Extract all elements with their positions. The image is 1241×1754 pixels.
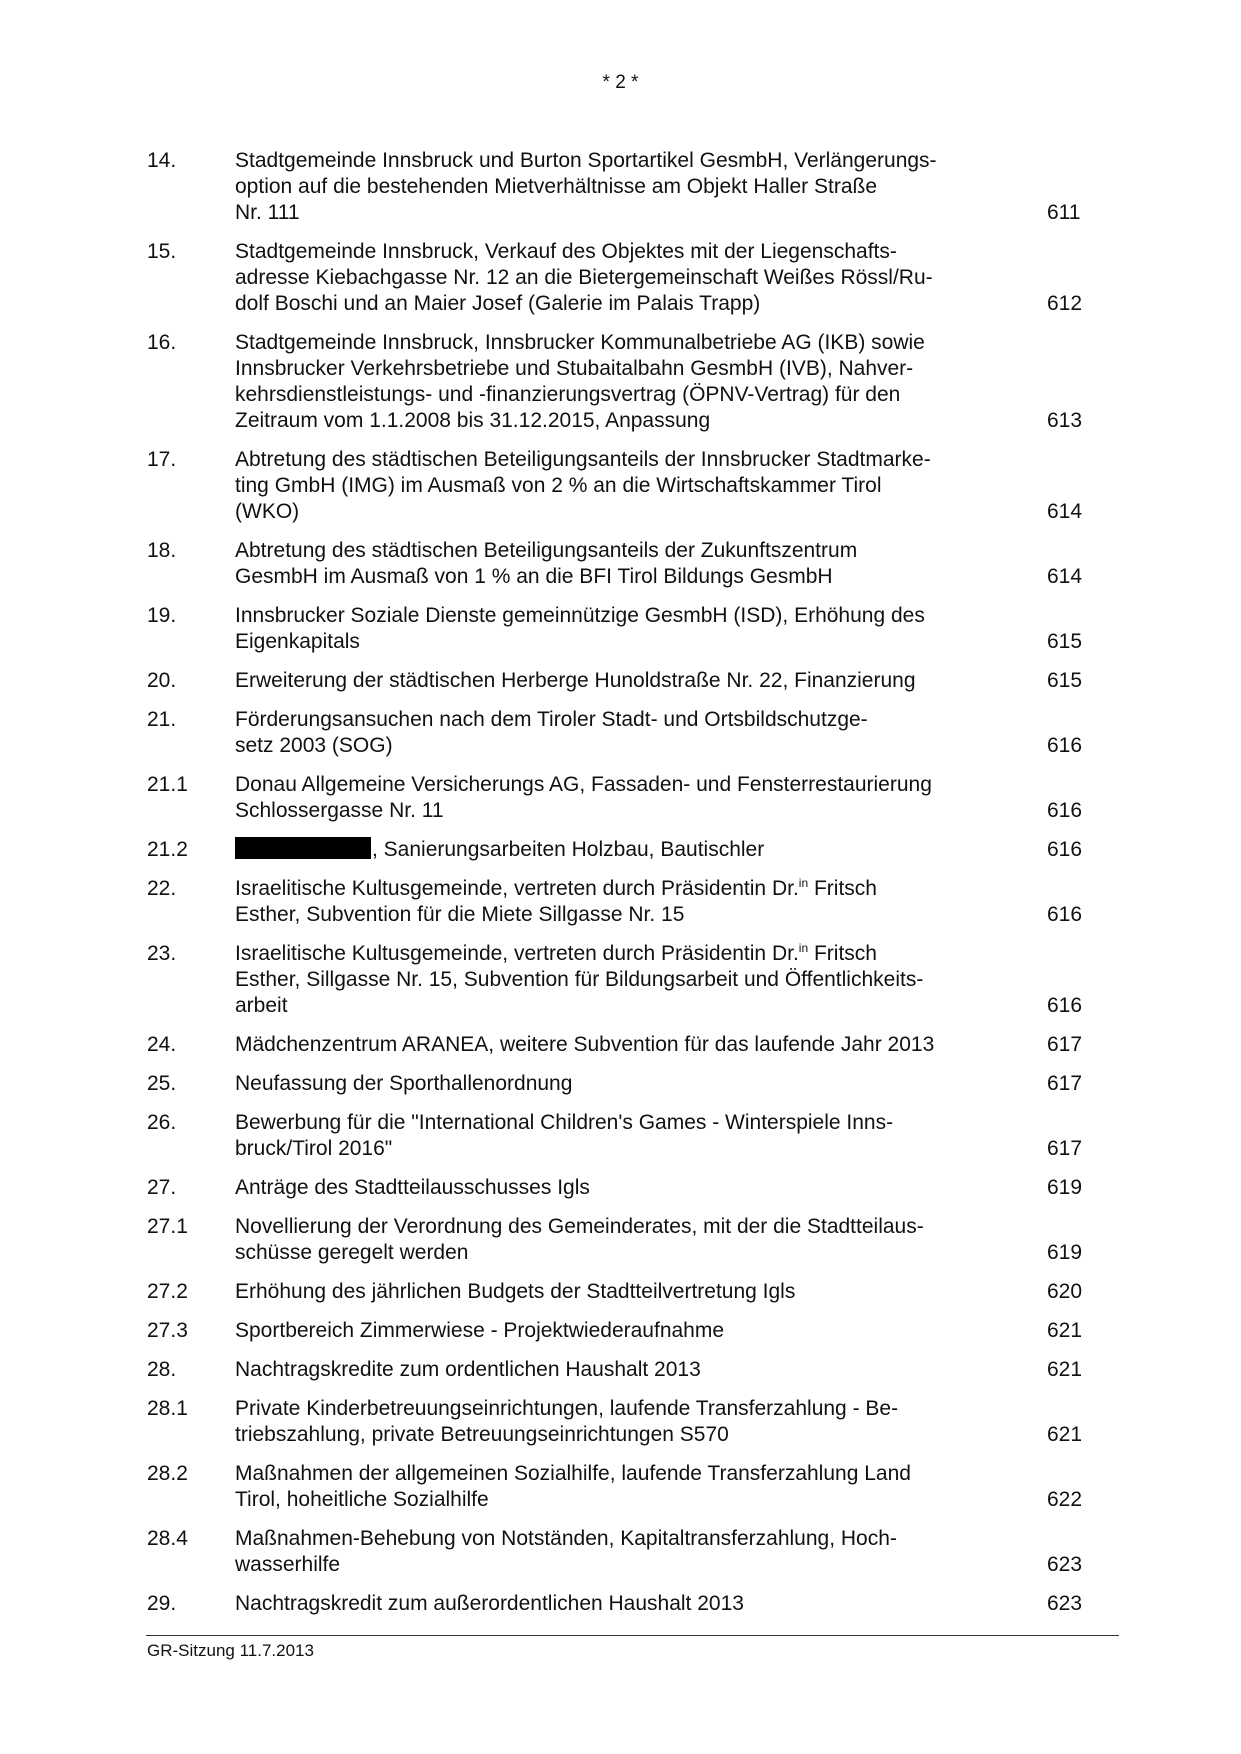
entry-page: 617 bbox=[1047, 1137, 1083, 1160]
toc-entry-27-2 bbox=[0, 1279, 1241, 1305]
entry-text-post: Fritsch Esther, Sillgasse Nr. 15, Subvention für Bildungsarbeit und Öffentlichkeits- arbeit bbox=[235, 942, 924, 1017]
entry-text: Neufassung der Sporthallenordnung bbox=[235, 1072, 573, 1095]
page-number: * 2 * bbox=[602, 72, 639, 93]
toc-entry-28-4 bbox=[0, 1526, 1241, 1578]
entry-page: 616 bbox=[1047, 838, 1083, 861]
entry-page: 622 bbox=[1047, 1488, 1083, 1511]
entry-page: 621 bbox=[1047, 1358, 1083, 1381]
entry-text: Novellierung der Verordnung des Gemeinderates, mit der die Stadtteilaus- schüsse geregelt werden bbox=[235, 1215, 924, 1264]
entry-number: 25. bbox=[147, 1072, 177, 1095]
entry-page: 613 bbox=[1047, 409, 1083, 432]
entry-number: 18. bbox=[147, 539, 177, 562]
entry-number: 29. bbox=[147, 1592, 177, 1615]
toc-entry-22 bbox=[0, 876, 1241, 928]
toc-entry-14 bbox=[0, 148, 1241, 226]
entry-number: 28.2 bbox=[147, 1462, 188, 1485]
entry-text-pre: Israelitische Kultusgemeinde, vertreten durch Präsidentin Dr. bbox=[235, 942, 799, 965]
entry-number: 14. bbox=[147, 149, 177, 172]
toc-entry-21-2 bbox=[0, 837, 1241, 863]
toc-entry-15 bbox=[0, 239, 1241, 317]
entry-text: Innsbrucker Soziale Dienste gemeinnützige GesmbH (ISD), Erhöhung des Eigenkapitals bbox=[235, 604, 925, 653]
entry-page: 616 bbox=[1047, 994, 1083, 1017]
table-of-contents bbox=[0, 148, 1241, 1630]
entry-page: 621 bbox=[1047, 1423, 1083, 1446]
entry-page: 616 bbox=[1047, 734, 1083, 757]
entry-page: 616 bbox=[1047, 903, 1083, 926]
entry-number: 27. bbox=[147, 1176, 177, 1199]
toc-entry-20 bbox=[0, 668, 1241, 694]
entry-page: 615 bbox=[1047, 630, 1083, 653]
footer-divider bbox=[146, 1635, 1119, 1636]
entry-text-pre: Israelitische Kultusgemeinde, vertreten durch Präsidentin Dr. bbox=[235, 877, 799, 900]
entry-number: 27.3 bbox=[147, 1319, 188, 1342]
entry-number: 28.1 bbox=[147, 1397, 188, 1420]
toc-entry-27 bbox=[0, 1175, 1241, 1201]
toc-entry-27-1 bbox=[0, 1214, 1241, 1266]
entry-page: 611 bbox=[1047, 201, 1081, 224]
superscript: in bbox=[798, 941, 809, 955]
entry-number: 28.4 bbox=[147, 1527, 188, 1550]
entry-number: 16. bbox=[147, 331, 177, 354]
entry-number: 28. bbox=[147, 1358, 177, 1381]
toc-entry-16 bbox=[0, 330, 1241, 434]
entry-page: 619 bbox=[1047, 1241, 1083, 1264]
entry-text: Donau Allgemeine Versicherungs AG, Fassaden- und Fensterrestaurierung Schlossergasse Nr. 11 bbox=[235, 773, 932, 822]
entry-page: 621 bbox=[1047, 1319, 1083, 1342]
toc-entry-21-1 bbox=[0, 772, 1241, 824]
toc-entry-25 bbox=[0, 1071, 1241, 1097]
toc-entry-28-2 bbox=[0, 1461, 1241, 1513]
toc-entry-24 bbox=[0, 1032, 1241, 1058]
entry-text: Abtretung des städtischen Beteiligungsanteils der Innsbrucker Stadtmarke- ting GmbH (IMG) im Ausmaß von 2 % an die Wirtschaftskammer Tirol (WKO) bbox=[235, 448, 931, 523]
entry-page: 617 bbox=[1047, 1072, 1083, 1095]
entry-text bbox=[235, 876, 1010, 928]
entry-number: 19. bbox=[147, 604, 177, 627]
entry-number: 20. bbox=[147, 669, 177, 692]
entry-number: 15. bbox=[147, 240, 177, 263]
entry-text: Private Kinderbetreuungseinrichtungen, laufende Transferzahlung - Be- triebszahlung, private Betreuungseinrichtungen S570 bbox=[235, 1397, 899, 1446]
entry-page: 620 bbox=[1047, 1280, 1083, 1303]
entry-text: Sportbereich Zimmerwiese - Projektwiederaufnahme bbox=[235, 1319, 725, 1342]
entry-number: 17. bbox=[147, 448, 177, 471]
toc-entry-26 bbox=[0, 1110, 1241, 1162]
footer-text: GR-Sitzung 11.7.2013 bbox=[147, 1641, 314, 1660]
entry-page: 616 bbox=[1047, 799, 1083, 822]
entry-text-rest: , Sanierungsarbeiten Holzbau, Bautischler bbox=[372, 838, 765, 861]
entry-text: Nachtragskredit zum außerordentlichen Haushalt 2013 bbox=[235, 1592, 744, 1615]
toc-entry-18 bbox=[0, 538, 1241, 590]
entry-number: 27.1 bbox=[147, 1215, 188, 1238]
entry-text: Maßnahmen der allgemeinen Sozialhilfe, laufende Transferzahlung Land Tirol, hoheitliche Sozialhilfe bbox=[235, 1462, 911, 1511]
redaction-block bbox=[235, 837, 371, 859]
toc-entry-23 bbox=[0, 941, 1241, 1019]
entry-number: 21.2 bbox=[147, 838, 188, 861]
toc-entry-28-1 bbox=[0, 1396, 1241, 1448]
entry-number: 24. bbox=[147, 1033, 177, 1056]
entry-page: 623 bbox=[1047, 1553, 1083, 1576]
entry-number: 22. bbox=[147, 877, 177, 900]
entry-page: 623 bbox=[1047, 1592, 1083, 1615]
entry-text: Stadtgemeinde Innsbruck und Burton Sportartikel GesmbH, Verlängerungs- option auf die bestehenden Mietverhältnisse am Objekt Haller Straße Nr. 111 bbox=[235, 149, 937, 224]
toc-entry-29 bbox=[0, 1591, 1241, 1617]
entry-text: Nachtragskredite zum ordentlichen Haushalt 2013 bbox=[235, 1358, 701, 1381]
toc-entry-27-3 bbox=[0, 1318, 1241, 1344]
entry-text: Erweiterung der städtischen Herberge Hunoldstraße Nr. 22, Finanzierung bbox=[235, 669, 916, 692]
entry-text-post: Fritsch Esther, Subvention für die Miete Sillgasse Nr. 15 bbox=[235, 877, 877, 926]
entry-number: 27.2 bbox=[147, 1280, 188, 1303]
toc-entry-21 bbox=[0, 707, 1241, 759]
entry-text bbox=[235, 837, 1010, 863]
toc-entry-17 bbox=[0, 447, 1241, 525]
entry-text: Stadtgemeinde Innsbruck, Innsbrucker Kommunalbetriebe AG (IKB) sowie Innsbrucker Verkehrsbetriebe und Stubaitalbahn GesmbH (IVB), Nahver- kehrsdienstleistungs- und -finanzierungsvertrag (ÖPNV-Vertrag) für den Zeitraum vom 1.1.2008 bis 31.12.2015, Anpassung bbox=[235, 331, 925, 432]
entry-page: 615 bbox=[1047, 669, 1083, 692]
toc-entry-19 bbox=[0, 603, 1241, 655]
entry-text: Abtretung des städtischen Beteiligungsanteils der Zukunftszentrum GesmbH im Ausmaß von 1 % an die BFI Tirol Bildungs GesmbH bbox=[235, 539, 858, 588]
superscript: in bbox=[798, 876, 809, 890]
entry-text: Förderungsansuchen nach dem Tiroler Stadt- und Ortsbildschutzge- setz 2003 (SOG) bbox=[235, 708, 868, 757]
entry-page: 612 bbox=[1047, 292, 1083, 315]
entry-text: Erhöhung des jährlichen Budgets der Stadtteilvertretung Igls bbox=[235, 1280, 796, 1303]
entry-page: 614 bbox=[1047, 500, 1083, 523]
entry-number: 21. bbox=[147, 708, 177, 731]
entry-text: Stadtgemeinde Innsbruck, Verkauf des Objektes mit der Liegenschafts- adresse Kiebachgasse Nr. 12 an die Bietergemeinschaft Weißes Rössl/Ru- dolf Boschi und an Maier Josef (Galerie im Palais Trapp) bbox=[235, 240, 933, 315]
entry-page: 617 bbox=[1047, 1033, 1083, 1056]
entry-number: 23. bbox=[147, 942, 177, 965]
entry-number: 26. bbox=[147, 1111, 177, 1134]
entry-page: 619 bbox=[1047, 1176, 1083, 1199]
toc-entry-28 bbox=[0, 1357, 1241, 1383]
entry-text bbox=[235, 941, 1010, 1019]
entry-text: Bewerbung für die "International Children's Games - Winterspiele Inns- bruck/Tirol 2016" bbox=[235, 1111, 894, 1160]
entry-number: 21.1 bbox=[147, 773, 188, 796]
entry-text: Mädchenzentrum ARANEA, weitere Subvention für das laufende Jahr 2013 bbox=[235, 1033, 935, 1056]
entry-text: Maßnahmen-Behebung von Notständen, Kapitaltransferzahlung, Hoch- wasserhilfe bbox=[235, 1527, 897, 1576]
entry-page: 614 bbox=[1047, 565, 1083, 588]
entry-text: Anträge des Stadtteilausschusses Igls bbox=[235, 1176, 590, 1199]
